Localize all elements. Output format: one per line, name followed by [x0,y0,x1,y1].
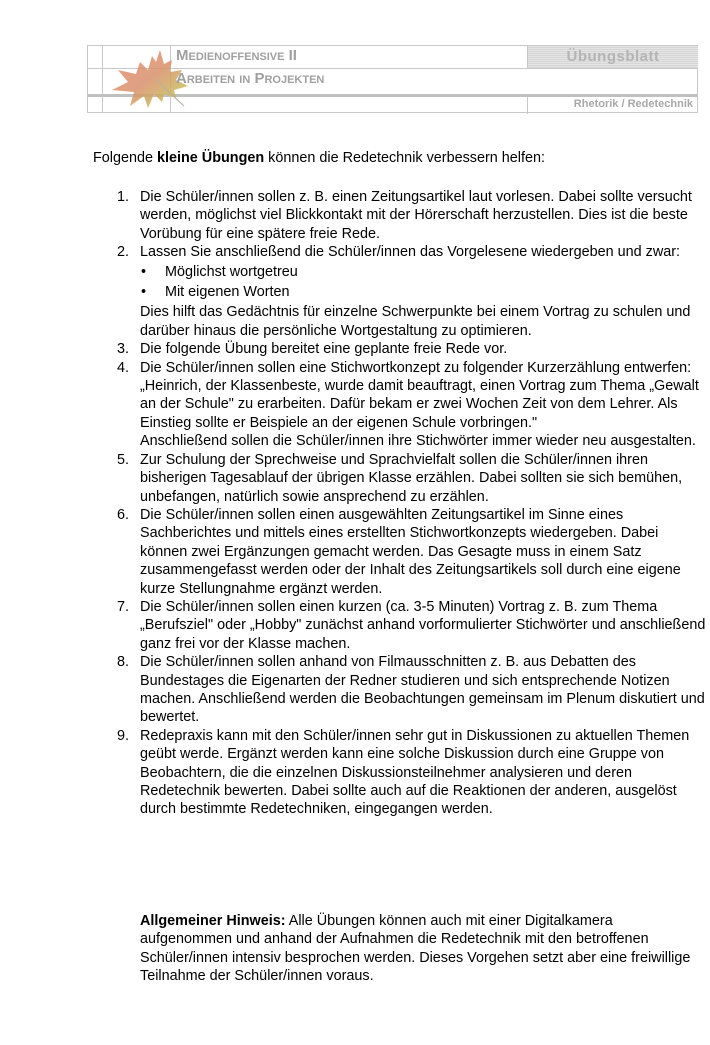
item-text: Zur Schulung der Sprechweise und Sprachvielfalt sollen die Schüler/innen ihren bisherigen Tagesablauf der übrigen Klasse erzählen. Dabei sollten sie sich bemühen, unbefangen, natürlich sowie ansprechend zu erzählen. [140,451,683,505]
item-number: 5. [117,451,130,468]
item-number: 4. [117,359,130,376]
list-item [117,243,707,340]
bullet-text: Mit eigenen Worten [165,284,290,301]
list-item [117,653,707,727]
course-title: Medienoffensive II [176,47,297,64]
bullet-item [140,283,707,301]
list-item [117,598,707,653]
worksheet-badge: Übungsblatt [528,46,698,68]
item-number: 1. [117,189,130,205]
item-text: Die Schüler/innen sollen anhand von Filmausschnitten z. B. aus Debatten des Bundestages die Eigenarten der Redner studieren und sich entsprechende Notizen machen. Anschließend werden die Beobachtungen gemeinsam im Plenum diskutiert und bewertet. [140,654,705,726]
item-text: Die folgende Übung bereitet eine geplante freie Rede vor. [140,341,508,358]
list-item [117,451,707,506]
bullet-icon: • [141,263,147,280]
list-item [117,506,707,598]
item-number: 3. [117,341,130,358]
item-number: 7. [117,598,130,615]
header-divider [102,46,103,112]
item-number: 2. [117,244,130,261]
intro-prefix: Folgende [93,150,158,166]
item-number: 8. [117,654,130,671]
bullet-item [140,263,707,281]
bullet-icon: • [141,284,147,301]
note-text: Alle Übungen können auch mit einer Digitalkamera aufgenommen und anhand der Aufnahmen die Redetechnik mit den betroffenen Schüler/innen intensiv besprochen werden. Dieses Vorgehen setzt aber eine freiwillige Teilnahme der Schüler/innen voraus. [140,913,691,985]
item-text: Lassen Sie anschließend die Schüler/innen das Vorgelesene wiedergeben und zwar: [140,244,681,261]
intro-bold: kleine Übungen [157,150,265,166]
item-followup: Anschließend sollen die Schüler/innen ihre Stichwörter immer wieder neu ausgestalten. [140,433,696,450]
list-item [117,188,707,243]
list-item [117,727,707,819]
item-text: Die Schüler/innen sollen z. B. einen Zeitungsartikel laut vorlesen. Dabei sollte versucht werden, möglichst viel Blickkontakt mit der Hörerschaft herzustellen. Dies ist die beste Vorübung für eine spätere freie Rede. [140,189,692,242]
item-followup: Dies hilft das Gedächtnis für einzelne Schwerpunkte bei einem Vortrag zu schulen und darüber hinaus die persönliche Wortgestaltung zu optimieren. [140,304,691,339]
list-item [117,359,707,451]
item-text: Die Schüler/innen sollen einen ausgewählten Zeitungsartikel im Sinne eines Sachberichtes und mittels eines erstellten Stichwortkonzepts wiedergeben. Dabei können zwei Ergänzungen gemacht werden. Das Gesagte muss in einem Satz zusammengefasst werden oder der Inhalt des Zeitungsartikels soll durch eine eigene kurze Stellungnahme ergänzt werden. [140,506,681,597]
item-text: Redepraxis kann mit den Schüler/innen sehr gut in Diskussionen zu aktuellen Themen geübt werde. Ergänzt werden kann eine solche Diskussion durch eine Gruppe von Beobachtern, die die einzelnen Diskussionsteilnehmer analysieren und deren Redetechnik bewerten. Dabei sollte auch auf die Reaktionen der anderen, ausgelöst durch bestimmte Redetechniken, eingegangen werden. [140,727,690,818]
intro-text [93,150,545,166]
header-divider [527,96,528,114]
item-number: 6. [117,506,130,523]
bullet-text: Möglichst wortgetreu [165,263,298,280]
item-text: Die Schüler/innen sollen einen kurzen (ca. 3-5 Minuten) Vortrag z. B. zum Thema „Berufsziel" oder „Hobby" zunächst anhand vorformulierter Stichwörter und anschließend ganz frei vor der Klasse machen. [140,598,706,652]
general-note [140,912,705,986]
list-item [117,340,707,358]
topic-label: Rhetorik / Redetechnik [573,98,693,110]
intro-suffix: können die Redetechnik verbessern helfen: [264,150,545,166]
document-header [87,45,698,113]
exercise-list [117,188,707,819]
note-label: Allgemeiner Hinweis: [140,913,286,929]
item-text: Die Schüler/innen sollen eine Stichwortkonzept zu folgender Kurzerzählung entwerfen: „Heinrich, der Klassenbeste, wurde damit beauftragt, einen Vortrag zum Thema „Gewalt an der Schule" zu erarbeiten. Dafür bekam er zwei Wochen Zeit von dem Lehrer. Als Einstieg sollte er Beispiele an der eigenen Schule vorbringen." [140,359,699,431]
item-number: 9. [117,727,130,744]
subtitle: Arbeiten in Projekten [176,70,325,87]
